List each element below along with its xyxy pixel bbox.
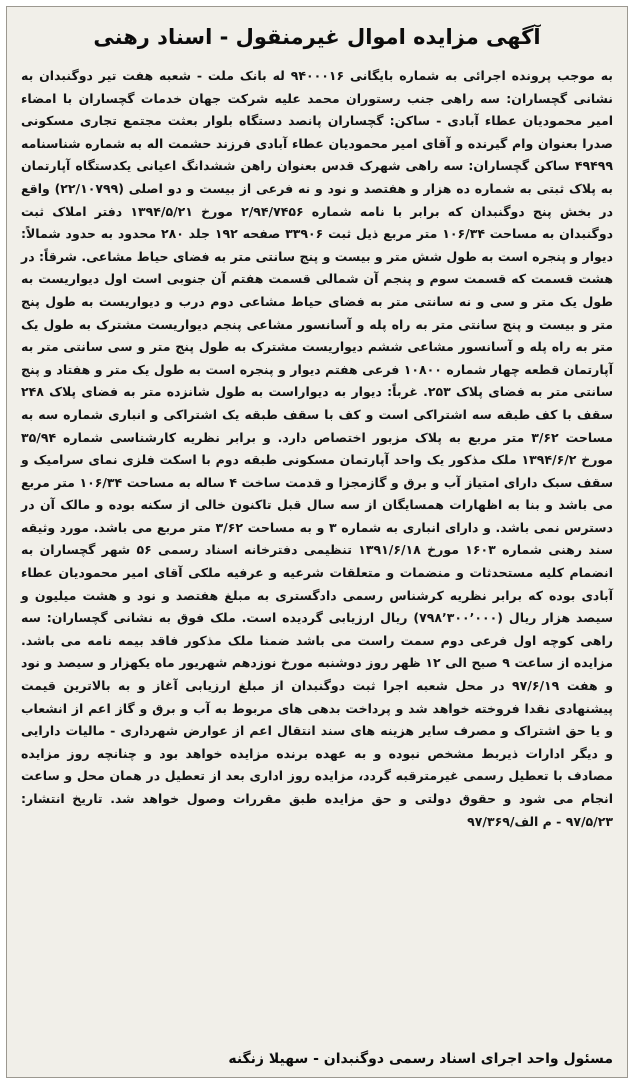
newspaper-clipping bbox=[6, 6, 628, 1078]
notice-title: آگهی مزایده اموال غیرمنقول - اسناد رهنی bbox=[93, 25, 541, 49]
notice-body: به موجب پرونده اجرائی به شماره بایگانی ۹۴۰۰۰۱۶ له بانک ملت - شعبه هفت تیر دوگنبدان به نشانی گچساران: سه راهی جنب رستوران محمد علیه شرکت جهان خدمات گچساران با امضاء امیر محمودیان عطاء آبادی - ساکن: گچساران پانصد دستگاه بلوار بعثت مجتمع تجاری مسکونی صدرا بعنوان وام گیرنده و آقای امیر محمودیان عطاء آبادی فرزند حشمت اله به شماره شناسنامه ۴۹۴۹۹ ساکن گچساران: سه راهی شهرک قدس بعنوان راهن ششدانگ اعیانی یکدستگاه آپارتمان به پلاک ثبتی به شماره ده هزار و هفتصد و نود و نه فرعی از بیست و دو اصلی (۲۲/۱۰۷۹۹) واقع در بخش پنج دوگنبدان که برابر با نامه شماره ۲/۹۴/۷۴۵۶ مورخ ۱۳۹۴/۵/۲۱ دفتر املاک ثبت دوگنبدان به مساحت ۱۰۶/۳۴ متر مربع ذیل ثبت ۳۳۹۰۶ صفحه ۱۹۲ جلد ۲۸۰ محدود به حدود شمالاً: دیوار و پنجره است به طول شش متر و بیست و پنج سانتی متر به فضای حیاط مشاعی. شرقاً: در هشت قسمت که قسمت سوم و پنجم آن شمالی قسمت هفتم آن جنوبی است اول دیواریست به طول یک متر و سی و نه سانتی متر به فضای حیاط مشاعی دوم درب و دیواریست به طول پنج متر و بیست و پنج سانتی متر به راه پله و آسانسور مشاعی پنجم دیواریست مشترک به طول یک متر به راه پله و آسانسور مشاعی ششم دیواریست مشترک به طول پنج متر و سی سانتی متر به آپارتمان قطعه چهار شماره ۱۰۸۰۰ فرعی هفتم دیوار و پنجره است به طول یک متر و هفتاد و پنج سانتی متر به فضای پلاک ۲۵۳. غرباً: دیوار به دیواراست به طول شانزده متر به فضای پلاک ۲۴۸ سقف با کف طبقه سه اشتراکی است و کف با سقف طبقه یک اشتراکی و انباری شماره سه به مساحت ۳/۶۲ متر مربع به پلاک مزبور اختصاص دارد. و برابر نظریه کارشناسی شماره ۳۵/۹۴ مورخ ۱۳۹۴/۶/۲ ملک مذکور یک واحد آپارتمان مسکونی طبقه دوم با اسکت فلزی نمای سرامیک و سقف سبک دارای امتیاز آب و برق و گازمجزا و قدمت ساخت ۴ ساله به مساحت ۱۰۶/۳۴ متر مربع می باشد و بنا به اظهارات همسایگان از سه سال قبل تاکنون خالی از سکنه بوده و مالک آن در دسترس نمی باشد. و دارای انباری به شماره ۳ و به مساحت ۳/۶۲ متر مربع می باشد. مورد وثیقه سند رهنی شماره ۱۶۰۳ مورخ ۱۳۹۱/۶/۱۸ تنظیمی دفترخانه اسناد رسمی ۵۶ شهر گچساران به انضمام کلیه مستحدثات و منضمات و متعلقات شرعیه و عرفیه ملکی آقای امیر محمودیان عطاء آبادی بوده که برابر نظریه کرشناس رسمی دادگستری به مبلغ هفتصد و نود و هشت میلیون و سیصد هزار ریال (۷۹۸٬۳۰۰٬۰۰۰) ریال ارزیابی گردیده است. ملک فوق به نشانی گچساران: سه راهی کوچه اول فرعی دوم سمت راست می باشد ضمنا ملک مذکور فاقد بیمه نامه می باشد. مزایده از ساعت ۹ صبح الی ۱۲ ظهر روز دوشنبه مورخ نوزدهم شهریور ماه یکهزار و سیصد و نود و هفت ۹۷/۶/۱۹ در محل شعبه اجرا ثبت دوگنبدان از مبلغ ارزیابی آغاز و به بالاترین قیمت پیشنهادی نقدا فروخته خواهد شد و پرداخت بدهی های مربوط به آب و برق و گاز اعم از انشعاب و یا حق اشتراک و مصرف سایر هزینه های سند انتقال اعم از عوارض شهرداری - مالیات دارایی و دیگر ادارات ذیربط مشخص نبوده و به عهده برنده مزایده خواهد بود و چنانچه روز مزایده مصادف با تعطیل رسمی غیرمترقبه گردد، مزایده روز اداری بعد از تعطیل در همان محل و ساعت انجام می شود و حقوق دولتی و حق مزایده طبق مقررات وصول خواهد شد. تاریخ انتشار: ۹۷/۵/۲۳ - م الف/۹۷/۳۶۹ bbox=[21, 68, 614, 829]
notice-signature: مسئول واحد اجرای اسناد رسمی دوگنبدان - سهیلا زنگنه bbox=[228, 1051, 613, 1067]
